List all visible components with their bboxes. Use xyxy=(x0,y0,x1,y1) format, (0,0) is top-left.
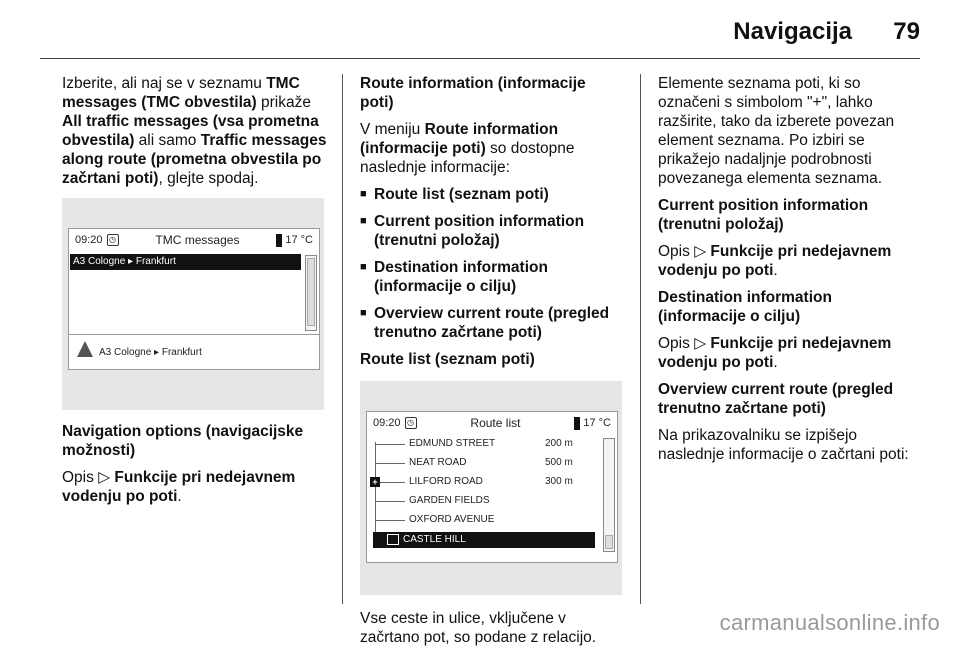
text-run: . xyxy=(177,488,182,505)
route-list-row[interactable] xyxy=(375,436,595,452)
tree-branch xyxy=(375,444,405,445)
nav-options-heading: Navigation options (navigacijske možnosti) xyxy=(62,423,304,459)
tree-branch xyxy=(375,520,405,521)
screen-title: Route list xyxy=(470,415,521,430)
destination-heading: Destination information (informacije o cilju) xyxy=(658,289,832,325)
text-run: so dostopne naslednje informacije: xyxy=(360,140,575,176)
reference-arrow-icon: ▷ xyxy=(694,243,707,260)
reference-arrow-icon: ▷ xyxy=(694,335,707,352)
bullet-item xyxy=(360,258,622,296)
current-position-heading: Current position information (trenutni položaj) xyxy=(658,197,869,233)
selected-street-name: CASTLE HILL xyxy=(403,534,466,545)
bold-run: All traffic messages (vsa prometna obvestila) xyxy=(62,113,319,149)
temperature-value: 17 °C xyxy=(285,233,313,246)
route-list-screen xyxy=(366,411,618,563)
page-header-title: Navigacija xyxy=(733,18,852,45)
text-run: ali samo xyxy=(134,132,201,149)
expand-plus-icon[interactable]: + xyxy=(370,477,380,487)
street-name: OXFORD AVENUE xyxy=(409,514,495,525)
route-info-heading: Route information (informacije poti) xyxy=(360,75,586,111)
column-1 xyxy=(62,74,330,514)
route-list-row[interactable] xyxy=(375,474,595,490)
bold-run: TMC messages (TMC obvestila) xyxy=(62,75,300,111)
bullet-icon: ■ xyxy=(360,188,367,200)
route-list-row[interactable] xyxy=(375,512,595,528)
scroll-thumb[interactable] xyxy=(307,258,315,326)
text-run: , glejte spodaj. xyxy=(158,170,259,187)
street-distance: 300 m xyxy=(545,476,573,487)
current-position-ref xyxy=(658,242,924,280)
nav-options-ref xyxy=(62,468,330,506)
overview-heading: Overview current route (pregled trenutno začrtane poti) xyxy=(658,381,894,417)
thermometer-icon xyxy=(574,417,580,430)
text-run: Izberite, ali naj se v seznamu xyxy=(62,75,267,92)
overview-text: Na prikazovalniku se izpišejo naslednje informacije o začrtani poti: xyxy=(658,427,909,463)
route-info-intro xyxy=(360,120,622,177)
divider xyxy=(69,334,319,335)
tmc-screen xyxy=(68,228,320,370)
street-name: EDMUND STREET xyxy=(409,438,496,449)
clock-icon: ◷ xyxy=(405,417,417,429)
street-distance: 500 m xyxy=(545,457,573,468)
bullet-item xyxy=(360,212,622,250)
street-name: NEAT ROAD xyxy=(409,457,467,468)
page-number: 79 xyxy=(893,18,920,45)
route-list-caption: Vse ceste in ulice, vključene v začrtano pot, so podane z relacijo. xyxy=(360,610,597,646)
column-divider-2 xyxy=(640,74,641,604)
text-run: . xyxy=(773,262,778,279)
reference-link[interactable]: Funkcije pri nedejavnem vodenju po poti xyxy=(658,335,892,371)
watermark: carmanualsonline.info xyxy=(719,610,940,635)
scrollbar[interactable] xyxy=(603,438,615,552)
destination-flag-icon xyxy=(387,534,399,545)
text-run: prikaže xyxy=(256,94,311,111)
text-run: V meniju xyxy=(360,121,425,138)
scroll-thumb[interactable] xyxy=(605,535,613,549)
route-list-row[interactable] xyxy=(375,493,595,509)
bullet-text: Destination information (informacije o cilju) xyxy=(374,259,548,295)
clock-icon: ◷ xyxy=(107,234,119,246)
bullet-text: Route list (seznam poti) xyxy=(374,186,549,203)
message-detail: A3 Cologne ▸ Frankfurt xyxy=(99,347,202,358)
tree-branch xyxy=(375,501,405,502)
destination-ref xyxy=(658,334,924,372)
column-3 xyxy=(658,74,924,472)
route-list-heading: Route list (seznam poti) xyxy=(360,351,535,368)
bullet-icon: ■ xyxy=(360,261,367,273)
expand-paragraph: Elemente seznama poti, ki so označeni s simbolom "+", lahko razširite, tako da izberete povezan element seznama. Po izbiri se prikažejo nadaljnje podrobnosti povezanega elementa seznama. xyxy=(658,75,895,187)
reference-arrow-icon: ▷ xyxy=(98,469,111,486)
screen-status-bar xyxy=(69,229,319,251)
clock-time: 09:20 xyxy=(373,416,401,429)
column-2 xyxy=(360,74,622,655)
tmc-messages-figure xyxy=(62,198,324,410)
bullet-item xyxy=(360,304,622,342)
tree-branch xyxy=(375,463,405,464)
text-run: Opis xyxy=(658,243,690,260)
screen-status-bar xyxy=(367,412,617,434)
reference-link[interactable]: Funkcije pri nedejavnem vodenju po poti xyxy=(658,243,892,279)
bold-run: Traffic messages along route (prometna obvestila po začrtani poti) xyxy=(62,132,327,187)
bold-run: Route information (informacije poti) xyxy=(360,121,559,157)
route-list-row[interactable] xyxy=(375,455,595,471)
temperature xyxy=(276,231,313,250)
street-name: LILFORD ROAD xyxy=(409,476,483,487)
street-distance: 200 m xyxy=(545,438,573,449)
screen-title: TMC messages xyxy=(155,232,240,247)
text-run: Opis xyxy=(658,335,690,352)
text-run: Opis xyxy=(62,469,94,486)
bullet-text: Overview current route (pregled trenutno začrtane poti) xyxy=(374,305,610,341)
text-run: . xyxy=(773,354,778,371)
selected-route-row[interactable] xyxy=(373,532,595,548)
bullet-item xyxy=(360,185,622,204)
street-name: GARDEN FIELDS xyxy=(409,495,490,506)
column-divider-1 xyxy=(342,74,343,604)
route-list-figure xyxy=(360,381,622,595)
traffic-warning-icon xyxy=(77,341,93,357)
selected-message[interactable]: A3 Cologne ▸ Frankfurt xyxy=(70,254,301,270)
bullet-icon: ■ xyxy=(360,307,367,319)
reference-link[interactable]: Funkcije pri nedejavnem vodenju po poti xyxy=(62,469,296,505)
bullet-text: Current position information (trenutni položaj) xyxy=(374,213,585,249)
clock-time: 09:20 xyxy=(75,233,103,246)
scrollbar[interactable] xyxy=(305,255,317,331)
thermometer-icon xyxy=(276,234,282,247)
intro-paragraph xyxy=(62,74,330,188)
bullet-icon: ■ xyxy=(360,215,367,227)
temperature xyxy=(574,414,611,433)
header-rule xyxy=(40,58,920,59)
temperature-value: 17 °C xyxy=(583,416,611,429)
